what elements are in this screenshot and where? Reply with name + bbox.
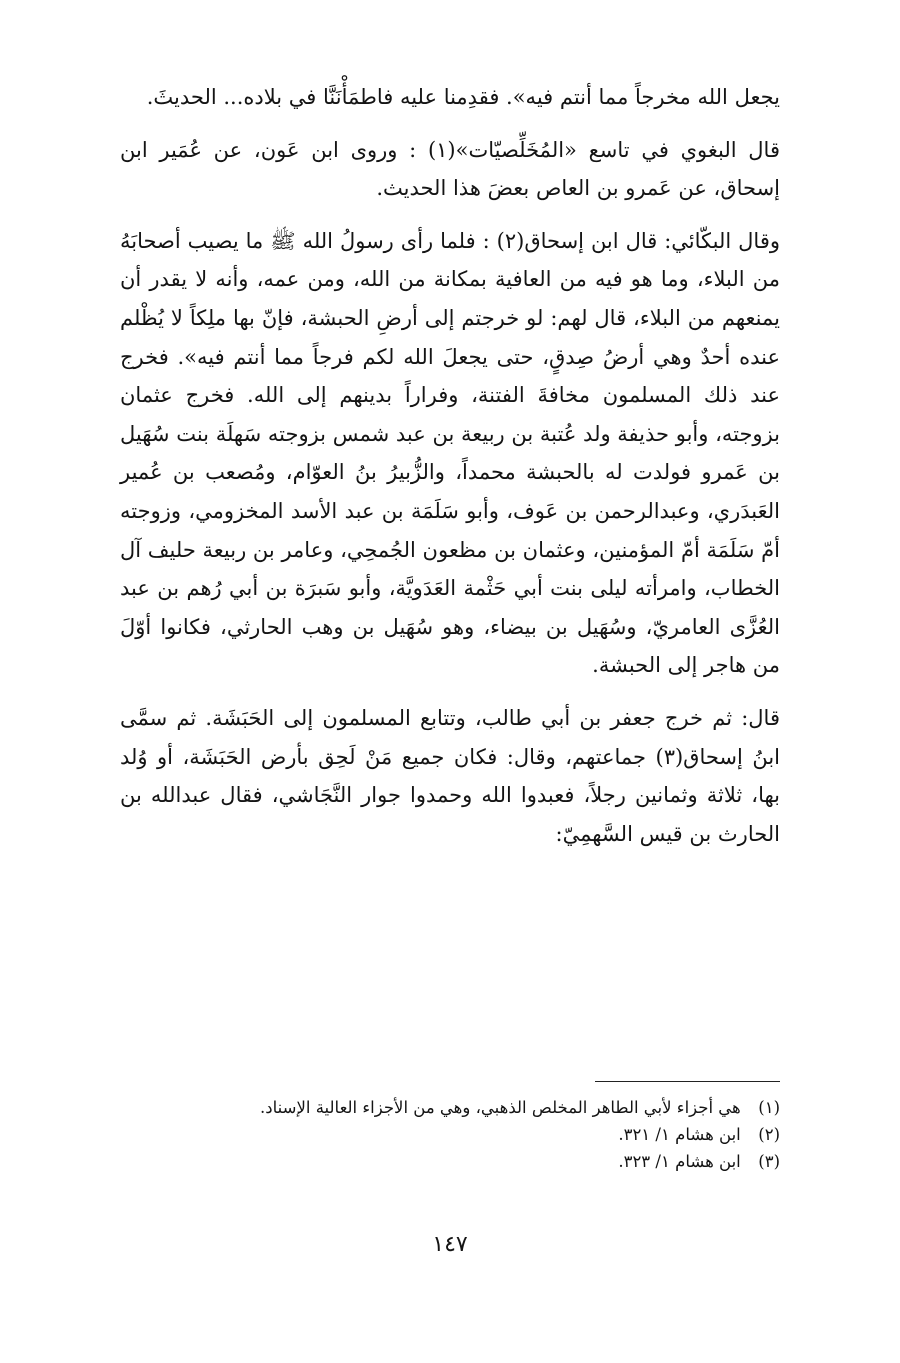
footnote	[120, 1121, 780, 1148]
footnote-text: هي أجزاء لأبي الطاهر المخلص الذهبي، وهي من الأجزاء العالية الإسناد.	[260, 1098, 741, 1117]
footnote	[120, 1148, 780, 1175]
footnote-divider	[595, 1081, 780, 1082]
footnote-text: ابن هشام ١/ ٣٢٣.	[618, 1152, 741, 1171]
footnote-number: (٢)	[758, 1125, 780, 1144]
footnote-number: (١)	[758, 1098, 780, 1117]
footnote-text: ابن هشام ١/ ٣٢١.	[618, 1125, 741, 1144]
footnote-number: (٣)	[758, 1152, 780, 1171]
document-page	[120, 78, 780, 1278]
paragraph: يجعل الله مخرجاً مما أنتم فيه». فقدِمنا عليه فاطمَأْنَنَّا في بلاده... الحديثَ.	[146, 85, 780, 109]
page-number: ١٤٧	[432, 1232, 468, 1257]
paragraph: وقال البكّائي: قال ابن إسحاق(٢) : فلما رأى رسولُ الله ﷺ ما يصيب أصحابَهُ من البلاء، وما هو فيه من العافية بمكانة من الله، ومن عمه، وأنه لا يقدر أن يمنعهم من البلاء، قال لهم: لو خرجتم إلى أرضِ الحبشة، فإنّ بها ملِكاً لا يُظْلم عنده أحدٌ وهي أرضُ صِدقٍ، حتى يجعلَ الله لكم فرجاً مما أنتم فيه». فخرج عند ذلك المسلمون مخافةَ الفتنة، وفراراً بدينهم إلى الله. فخرج عثمان بزوجته، وأبو حذيفة ولد عُتبة بن ربيعة بن عبد شمس بزوجته سَهلَة بنت سُهَيل بن عَمرو فولدت له بالحبشة محمداً، والزُّبيرُ بنُ العوّام، ومُصعب بن عُمير العَبدَري، وعبدالرحمن بن عَوف، وأبو سَلَمَة بن عبد الأسد المخزومي، وزوجته أمّ سَلَمَة أمّ المؤمنين، وعثمان بن مظعون الجُمحِي، وعامر بن ربيعة حليف آل الخطاب، وامرأته ليلى بنت أبي حَثْمة العَدَويَّة، وأبو سَبرَة بن أبي رُهم بن عبد العُزَّى العامريّ، وسُهَيل بن بيضاء، وهو سُهَيل بن وهب الحارثي، فكانوا أوّلَ من هاجر إلى الحبشة.	[120, 228, 780, 678]
footnotes	[120, 1094, 780, 1175]
paragraph: قال: ثم خرج جعفر بن أبي طالب، وتتابع المسلمون إلى الحَبَشَة. ثم سمَّى ابنُ إسحاق(٣) جماعتهم، وقال: فكان جميع مَنْ لَحِق بأرض الحَبَشَة، أو وُلد بها، ثلاثة وثمانين رجلاً، فعبدوا الله وحمدوا جوار النَّجَاشي، فقال عبدالله بن الحارث بن قيس السَّهمِيّ:	[120, 705, 780, 846]
paragraph: قال البغوي في تاسع «المُخَلِّصيّات»(١) : وروى ابن عَون، عن عُمَير ابن إسحاق، عن عَمرو بن العاص بعضَ هذا الحديث.	[120, 137, 780, 201]
footnote	[120, 1094, 780, 1121]
